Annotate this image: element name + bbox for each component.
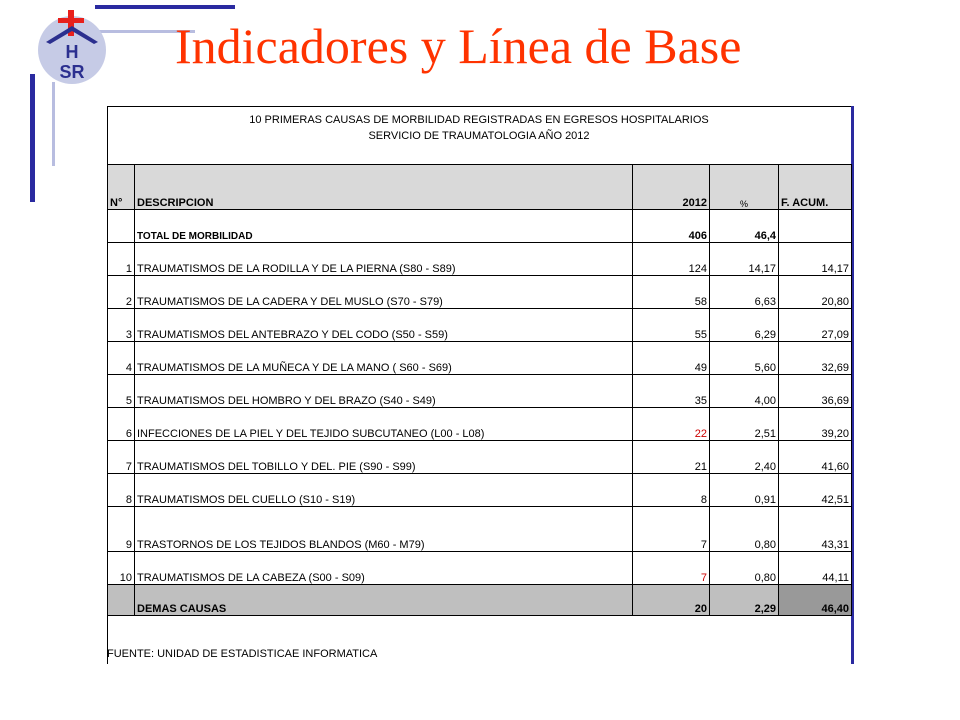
row-acc: 42,51 xyxy=(779,474,852,507)
row-value: 21 xyxy=(633,441,710,474)
table-heading-line2: SERVICIO DE TRAUMATOLOGIA AÑO 2012 xyxy=(368,130,590,142)
row-num: 4 xyxy=(108,342,135,375)
table-row xyxy=(108,309,852,342)
others-row xyxy=(108,585,852,616)
row-pct: 6,29 xyxy=(710,309,779,342)
deco-bar-left-light xyxy=(52,82,55,166)
table-heading xyxy=(107,112,851,144)
row-value: 8 xyxy=(633,474,710,507)
row-desc: TRAUMATISMOS DE LA CABEZA (S00 - S09) xyxy=(135,552,633,585)
row-num: 5 xyxy=(108,375,135,408)
row-num: 2 xyxy=(108,276,135,309)
others-value: 20 xyxy=(633,585,710,616)
row-acc: 20,80 xyxy=(779,276,852,309)
row-desc: TRAUMATISMOS DEL TOBILLO Y DEL. PIE (S90 - S99) xyxy=(135,441,633,474)
row-acc: 44,11 xyxy=(779,552,852,585)
row-acc: 39,20 xyxy=(779,408,852,441)
row-acc: 27,09 xyxy=(779,309,852,342)
table-header-row xyxy=(108,165,852,210)
row-desc: TRAUMATISMOS DEL HOMBRO Y DEL BRAZO (S40 - S49) xyxy=(135,375,633,408)
table-heading-line1: 10 PRIMERAS CAUSAS DE MORBILIDAD REGISTRADAS EN EGRESOS HOSPITALARIOS xyxy=(249,114,709,126)
total-value: 406 xyxy=(633,210,710,243)
logo-letters-sr: SR xyxy=(59,62,85,82)
sheet-top-border xyxy=(107,106,851,107)
table-row xyxy=(108,276,852,309)
row-pct: 6,63 xyxy=(710,276,779,309)
slide-title: Indicadores y Línea de Base xyxy=(175,18,742,74)
row-num: 3 xyxy=(108,309,135,342)
table-row xyxy=(108,474,852,507)
row-acc: 36,69 xyxy=(779,375,852,408)
row-value: 35 xyxy=(633,375,710,408)
deco-bar-top-dark xyxy=(95,5,235,9)
row-pct: 4,00 xyxy=(710,375,779,408)
row-pct: 2,51 xyxy=(710,408,779,441)
col-header-acc: F. ACUM. xyxy=(779,165,852,210)
row-value: 58 xyxy=(633,276,710,309)
row-value: 124 xyxy=(633,243,710,276)
row-desc: TRAUMATISMOS DEL CUELLO (S10 - S19) xyxy=(135,474,633,507)
row-desc: TRAUMATISMOS DE LA CADERA Y DEL MUSLO (S70 - S79) xyxy=(135,276,633,309)
morbidity-table xyxy=(107,164,852,616)
total-num-cell xyxy=(108,210,135,243)
logo-letters-h: H xyxy=(65,42,79,62)
total-acc-cell xyxy=(779,210,852,243)
row-pct: 14,17 xyxy=(710,243,779,276)
table-row xyxy=(108,507,852,552)
others-acc: 46,40 xyxy=(779,585,852,616)
row-pct: 2,40 xyxy=(710,441,779,474)
row-desc: TRAUMATISMOS DE LA MUÑECA Y DE LA MANO ( S60 - S69) xyxy=(135,342,633,375)
total-row xyxy=(108,210,852,243)
row-num: 9 xyxy=(108,507,135,552)
col-header-num: N° xyxy=(108,165,135,210)
table-row xyxy=(108,375,852,408)
morbidity-sheet xyxy=(107,106,851,664)
row-pct: 0,80 xyxy=(710,507,779,552)
row-num: 10 xyxy=(108,552,135,585)
row-acc: 41,60 xyxy=(779,441,852,474)
total-label: TOTAL DE MORBILIDAD xyxy=(135,210,633,243)
row-pct: 5,60 xyxy=(710,342,779,375)
table-row xyxy=(108,408,852,441)
row-desc: TRAUMATISMOS DEL ANTEBRAZO Y DEL CODO (S50 - S59) xyxy=(135,309,633,342)
deco-bar-left-dark xyxy=(30,74,35,202)
table-row xyxy=(108,243,852,276)
row-acc: 14,17 xyxy=(779,243,852,276)
table-row xyxy=(108,552,852,585)
table-row xyxy=(108,342,852,375)
row-pct: 0,80 xyxy=(710,552,779,585)
row-num: 8 xyxy=(108,474,135,507)
col-header-desc: DESCRIPCION xyxy=(135,165,633,210)
row-value: 55 xyxy=(633,309,710,342)
others-label: DEMAS CAUSAS xyxy=(135,585,633,616)
row-num: 7 xyxy=(108,441,135,474)
row-acc: 32,69 xyxy=(779,342,852,375)
table-row xyxy=(108,441,852,474)
others-num-cell xyxy=(108,585,135,616)
others-pct: 2,29 xyxy=(710,585,779,616)
hospital-logo xyxy=(32,8,110,86)
row-value: 49 xyxy=(633,342,710,375)
row-pct: 0,91 xyxy=(710,474,779,507)
row-desc: TRASTORNOS DE LOS TEJIDOS BLANDOS (M60 - M79) xyxy=(135,507,633,552)
source-note: FUENTE: UNIDAD DE ESTADISTICAE INFORMATICA xyxy=(107,648,378,660)
row-num: 1 xyxy=(108,243,135,276)
row-value: 22 xyxy=(633,408,710,441)
row-num: 6 xyxy=(108,408,135,441)
row-desc: INFECCIONES DE LA PIEL Y DEL TEJIDO SUBCUTANEO (L00 - L08) xyxy=(135,408,633,441)
row-acc: 43,31 xyxy=(779,507,852,552)
row-value: 7 xyxy=(633,552,710,585)
col-header-pct: % xyxy=(710,165,779,210)
col-header-year: 2012 xyxy=(633,165,710,210)
row-value: 7 xyxy=(633,507,710,552)
total-pct: 46,4 xyxy=(710,210,779,243)
row-desc: TRAUMATISMOS DE LA RODILLA Y DE LA PIERNA (S80 - S89) xyxy=(135,243,633,276)
